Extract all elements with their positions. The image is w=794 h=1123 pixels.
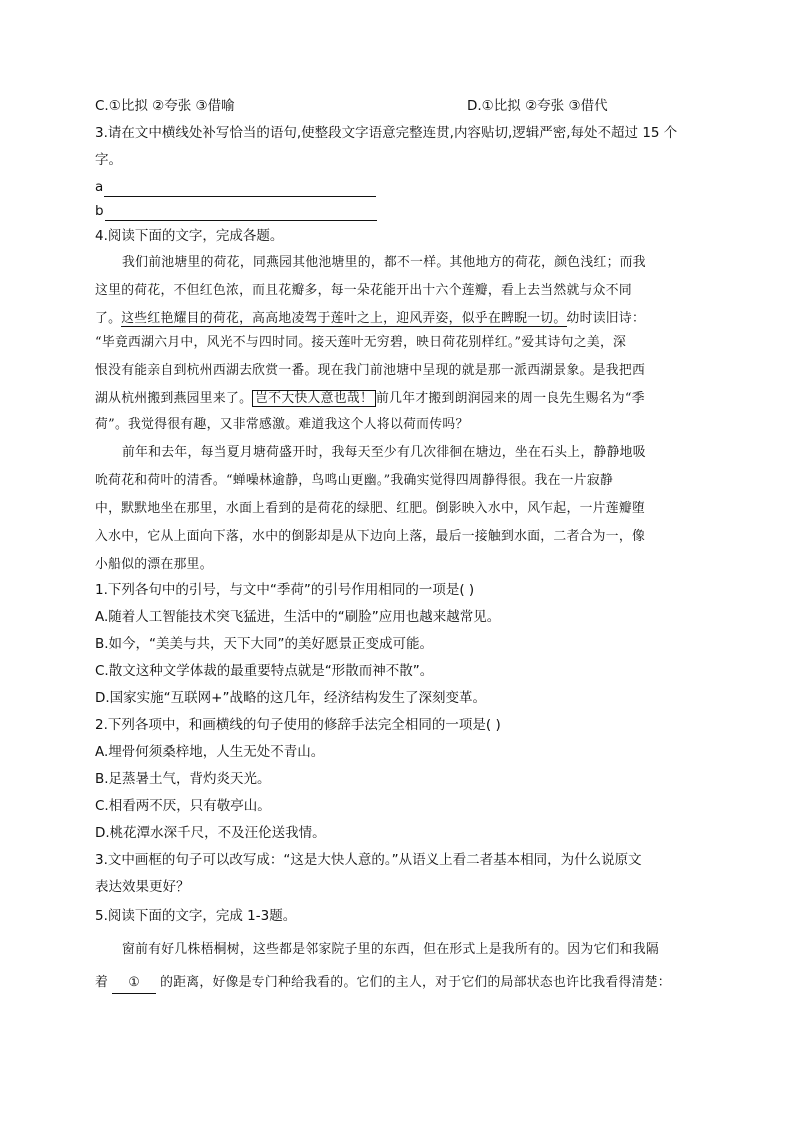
q4-passage-line — [95, 309, 645, 329]
underlined-sentence: 这些红艳耀目的荷花，高高地凌驾于莲叶之上，迎风弄姿，似乎在睥睨一切。 — [121, 311, 567, 326]
sub1-stem: 1.下列各句中的引号，与文中“季荷”的引号作用相同的一项是( ) — [95, 582, 475, 598]
q4-passage-line: “毕竟西湖六月中，风光不与四时同。接天莲叶无穷碧，映日荷花别样红。”爱其诗句之美，深 — [95, 335, 627, 350]
sub3-stem-line-1: 3.文中画框的句子可以改写成：“这是大快人意的。”从语义上看二者基本相同，为什么说原文 — [95, 852, 642, 868]
passage-text: 的距离，好像是专门种给我看的。它们的主人，对于它们的局部状态也许比我看得清楚： — [160, 975, 671, 990]
sub1-option-c[interactable]: C.散文这种文学体裁的最重要特点就是“形散而神不散”。 — [95, 663, 434, 679]
prev-question-options — [95, 96, 608, 116]
q5-passage-line — [95, 973, 671, 994]
numbered-blank[interactable]: ① — [112, 973, 156, 994]
sub2-option-c[interactable]: C.相看两不厌，只有敬亭山。 — [95, 798, 271, 814]
passage-text: 湖从杭州搬到燕园里来了。 — [95, 391, 253, 406]
sub2-option-d[interactable]: D.桃花潭水深千尺，不及汪伦送我情。 — [95, 825, 326, 841]
q4-passage-line: 恨没有能亲自到杭州西湖去欣赏一番。现在我门前池塘中呈现的就是那一派西湖景象。是我把西 — [95, 363, 646, 378]
sub2-option-b[interactable]: B.足蒸暑土气，背灼炎天光。 — [95, 771, 271, 787]
q4-intro: 4.阅读下面的文字，完成各题。 — [95, 228, 284, 244]
blank-a-label: a — [95, 179, 104, 195]
q4-passage-line: 这里的荷花，不但红色浓，而且花瓣多，每一朵花能开出十六个莲瓣，看上去当然就与众不同 — [95, 283, 632, 298]
fill-question-line-2: 字。 — [95, 152, 122, 168]
q4-passage-line: 小船似的漂在那里。 — [95, 557, 213, 572]
q4-passage-line: 前年和去年，每当夏月塘荷盛开时，我每天至少有几次徘徊在塘边，坐在石头上，静静地吸 — [122, 445, 646, 460]
q4-passage-line: 中，默默地坐在那里，水面上看到的是荷花的绿肥、红肥。倒影映入水中，风乍起，一片莲瓣堕 — [95, 501, 646, 516]
q4-passage-line: 入水中，它从上面向下落，水中的倒影却是从下边向上落，最后一接触到水面，二者合为一，像 — [95, 529, 646, 544]
q4-passage-line: 我们前池塘里的荷花，同燕园其他池塘里的，都不一样。其他地方的荷花，颜色浅红；而我 — [122, 255, 646, 270]
q4-passage-line — [95, 389, 645, 409]
passage-text: 了。 — [95, 311, 122, 326]
sub2-stem: 2.下列各项中，和画横线的句子使用的修辞手法完全相同的一项是( ) — [95, 717, 501, 733]
sub1-option-b[interactable]: B.如今，“美美与共，天下大同”的美好愿景正变成可能。 — [95, 636, 434, 652]
blank-a[interactable] — [95, 177, 376, 197]
sub2-option-a[interactable]: A.埋骨何须桑梓地，人生无处不青山。 — [95, 744, 325, 760]
blank-b-line[interactable] — [105, 206, 377, 221]
blank-b-label: b — [95, 203, 104, 219]
sub1-option-a[interactable]: A.随着人工智能技术突飞猛进，生活中的“刷脸”应用也越来越常见。 — [95, 609, 501, 625]
option-c: C.①比拟 ②夸张 ③借喻 — [95, 98, 235, 114]
option-d: D.①比拟 ②夸张 ③借代 — [467, 98, 608, 114]
q5-passage-line: 窗前有好几株梧桐树，这些都是邻家院子里的东西，但在形式上是我所有的。因为它们和我隔 — [122, 942, 659, 957]
sub1-option-d[interactable]: D.国家实施“互联网+”战略的这几年，经济结构发生了深刻变革。 — [95, 690, 486, 706]
passage-text: 着 — [95, 975, 109, 990]
blank-b[interactable] — [95, 201, 377, 221]
passage-text: 幼时读旧诗： — [566, 311, 646, 326]
sub3-stem-line-2: 表达效果更好？ — [95, 879, 190, 895]
blank-a-line[interactable] — [104, 182, 376, 197]
fill-question-line-1: 3.请在文中横线处补写恰当的语句,使整段文字语意完整连贯,内容贴切,逻辑严密,每处不超过 15 个 — [95, 125, 678, 141]
passage-text: 前几年才搬到朗润园来的周一良先生赐名为“季 — [376, 391, 645, 406]
boxed-sentence: 岂不大快人意也哉！ — [252, 390, 376, 407]
q5-intro: 5.阅读下面的文字，完成 1-3题。 — [95, 908, 297, 924]
q4-passage-line: 吮荷花和荷叶的清香。“蝉噪林逾静，鸟鸣山更幽。”我确实觉得四周静得很。我在一片寂静 — [95, 473, 614, 488]
q4-passage-line: 荷”。我觉得很有趣，又非常感激。难道我这个人将以荷而传吗？ — [95, 417, 469, 432]
